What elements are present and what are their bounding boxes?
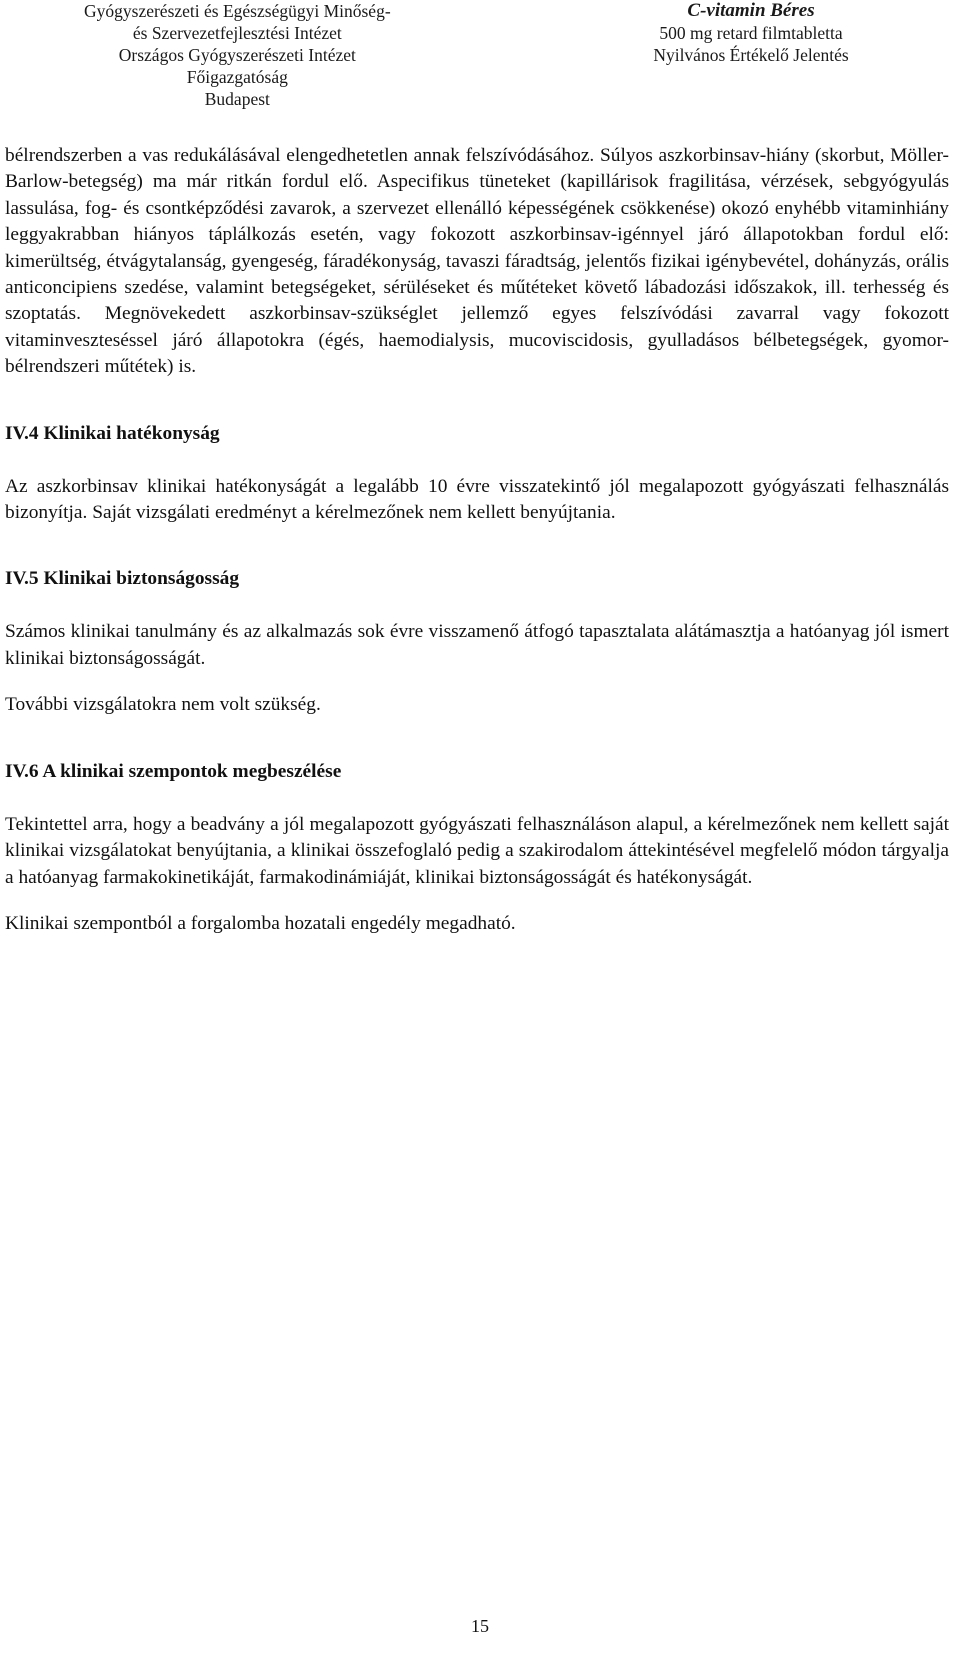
document-body [5,143,949,937]
header-left-block [84,0,391,110]
page-number: 15 [471,1616,489,1636]
section-heading-iv6: IV.6 A klinikai szempontok megbeszélése [5,760,342,782]
product-title: C-vitamin Béres [687,0,815,21]
header-left-line-5: Budapest [204,89,270,109]
header-left-line-2: és Szervezetfejlesztési Intézet [132,23,342,43]
header-left-line-1: Gyógyszerészeti és Egészségügyi Minőség- [84,1,391,21]
section-heading-iv4: IV.4 Klinikai hatékonyság [5,422,220,444]
section-iv6-paragraph-2: Klinikai szempontból a forgalomba hozatali engedély megadható. [5,912,516,934]
section-iv4-paragraph: Az aszkorbinsav klinikai hatékonyságát a legalább 10 évre visszatekintő jól megalapozott gyógyászati felhasználás bizonyítja. Saját vizsgálati eredményt a kérelmezőnek nem kellett benyújtania. [5,475,949,524]
header-right-block [636,0,866,66]
section-iv6-paragraph-1: Tekintettel arra, hogy a beadvány a jól megalapozott gyógyászati felhasználáson alapul, a kérelmezőnek nem kellett saját klinikai vizsgálatokat benyújtania, a klinikai összefoglaló pedig a szakirodalom áttekintésével megfelelő módon tárgyalja a hatóanyag farmakokinetikáját, farmakodinámiáját, klinikai biztonságosságát és hatékonyságát. [5,813,949,888]
report-type: Nyilvános Értékelő Jelentés [653,45,849,65]
section-iv5-paragraph-2: További vizsgálatokra nem volt szükség. [5,694,321,716]
intro-paragraph [5,143,949,381]
product-form: 500 mg retard filmtabletta [659,23,843,43]
section-heading-iv5: IV.5 Klinikai biztonságosság [5,568,240,590]
header-left-line-4: Főigazgatóság [186,67,288,87]
intro-text: bélrendszerben a vas redukálásával elengedhetetlen annak felszívódásához. Súlyos aszkorbinsav-hiány (skorbut, Möller-Barlow-betegség) ma már ritkán fordul elő. Aspecifikus tüneteket (kapillárisok fragilitása, vérzések, sebgyógyulás lassulása, fog- és csontképződési zavarok, a szervezet ellenálló képességének csökkenése) okozó enyhébb vitaminhiány leggyakrabban hiányos táplálkozás esetén, vagy fokozott aszkorbinsav-igénnyel járó állapotokban fordul elő: kimerültség, étvágytalanság, gyengeség, fáradékonyság, tavaszi fáradtság, jelentős fizikai igénybevétel, dohányzás, orális anticoncipiens szedése, valamint betegségeket, sérüléseket és műtéteket követő lábadozási időszakok, ill. terhesség és szoptatás. Megnövekedett aszkorbinsav-szükséglet jellemző egyes felszívódási zavarral vagy fokozott vitaminveszteséssel járó állapotokra (égés, haemodialysis, mucoviscidosis, gyulladásos bélbetegségek, gyomor-bélrendszeri műtétek) is. [5,145,949,378]
header-left-line-3: Országos Gyógyszerészeti Intézet [118,45,356,65]
section-iv5-paragraph-1: Számos klinikai tanulmány és az alkalmazás sok évre visszamenő átfogó tapasztalata alátámasztja a hatóanyag jól ismert klinikai biztonságosságát. [5,621,949,669]
